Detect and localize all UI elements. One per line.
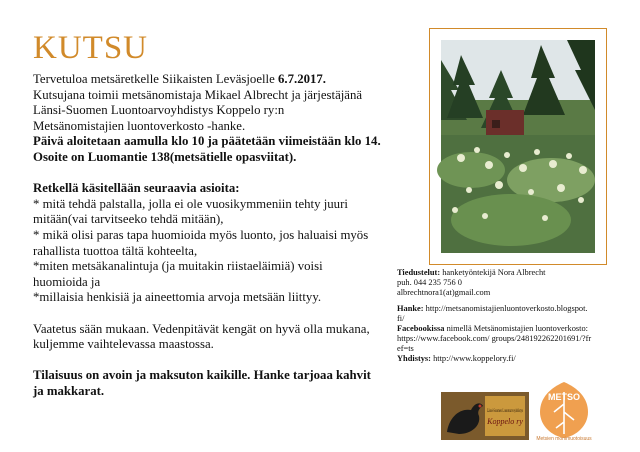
facebook-url[interactable]: https://www.facebook.com/ groups/248192262201691/?fr bbox=[397, 334, 592, 343]
contact-info bbox=[397, 268, 633, 364]
closing-line: ja makkarat. bbox=[33, 383, 105, 398]
blog-line-cont[interactable]: fi/ bbox=[397, 314, 405, 323]
phone-line: puh. 044 235 756 0 bbox=[397, 278, 462, 287]
page-title: KUTSU bbox=[33, 30, 149, 66]
email-line: albrechtnora1(at)gmail.com bbox=[397, 288, 491, 297]
facebook-url-cont[interactable]: ef=ts bbox=[397, 344, 414, 353]
topic-line: * mitä tehdä palstalla, jolla ei ole vuosikymmeniin tehty juuri bbox=[33, 196, 348, 211]
metso-logo-text: METSO bbox=[547, 392, 581, 402]
schedule-line: Päivä aloitetaan aamulla klo 10 ja päätetään viimeistään klo 14. bbox=[33, 134, 381, 149]
intro-line-3: Länsi-Suomen Luontoarvoyhdistys Koppelo ry:n bbox=[33, 103, 285, 118]
intro-line-1: Tervetuloa metsäretkelle Siikaisten Leväsjoelle 6.7.2017. bbox=[33, 72, 326, 86]
forest-photo bbox=[441, 40, 595, 253]
koppelo-small-text: Länsi-Suomen Luontoarvoyhdistys bbox=[487, 409, 524, 414]
forest-photo-image bbox=[441, 40, 595, 253]
intro-line-4: Metsänomistajien luontoverkosto -hanke. bbox=[33, 118, 246, 133]
metso-small-text: Metsien monimuotoisuus bbox=[536, 436, 592, 442]
clothing-line: kuljemme vaihtelevassa maastossa. bbox=[33, 337, 214, 352]
event-date: 6.7.2017. bbox=[278, 72, 326, 86]
topics-heading: Retkellä käsitellään seuraavia asioita: bbox=[33, 181, 240, 196]
photo-frame bbox=[429, 28, 607, 265]
invitation-body bbox=[33, 72, 405, 399]
capercaillie-icon bbox=[441, 392, 529, 440]
koppelo-logo-text: Koppelo ry bbox=[487, 417, 523, 426]
topic-line: huomioida ja bbox=[33, 274, 101, 289]
address-line: Osoite on Luomantie 138(metsätielle opasviitat). bbox=[33, 149, 297, 164]
association-line[interactable]: Yhdistys: http://www.koppelory.fi/ bbox=[397, 354, 516, 363]
closing-line: Tilaisuus on avoin ja maksuton kaikille. Hanke tarjoaa kahvit bbox=[33, 368, 371, 383]
metso-logo bbox=[534, 378, 594, 442]
blog-line[interactable]: Hanke: http://metsanomistajienluontoverkosto.blogspot. bbox=[397, 304, 588, 313]
inquiries-line: Tiedustelut: hanketyöntekijä Nora Albrecht bbox=[397, 268, 546, 277]
koppelo-logo bbox=[441, 392, 529, 440]
topic-line: mitään(vai tarvitseeko tehdä mitään), bbox=[33, 212, 224, 227]
topic-line: *miten metsäkanalintuja (ja muitakin riistaeläimiä) voisi bbox=[33, 259, 323, 274]
intro-line-2: Kutsujana toimii metsänomistaja Mikael Albrecht ja järjestäjänä bbox=[33, 87, 363, 102]
facebook-line: Facebookissa nimellä Metsänomistajien luontoverkosto: bbox=[397, 324, 588, 333]
topic-line: * mikä olisi paras tapa huomioida myös luonto, jos haluaisi myös bbox=[33, 227, 369, 242]
metso-leaf-icon bbox=[534, 378, 594, 442]
topic-line: *millaisia henkisiä ja aineettomia arvoja metsään liittyy. bbox=[33, 290, 322, 305]
topic-line: rahallista tuottoa tältä kohteelta, bbox=[33, 243, 198, 258]
clothing-line: Vaatetus sään mukaan. Vedenpitävät kengät on hyvä olla mukana, bbox=[33, 321, 370, 336]
